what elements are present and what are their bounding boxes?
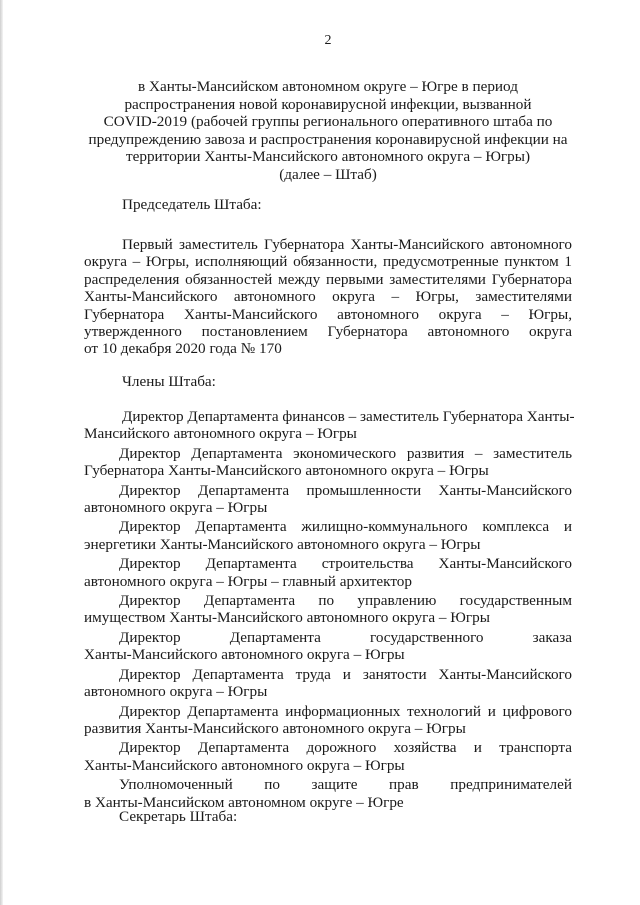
member-line-1: Директор Департамента государственного заказа (119, 628, 572, 646)
member-line-2: в Ханты-Мансийском автономном округе – Югре (84, 793, 404, 811)
chairman-line: распределения обязанностей между первыми заместителями Губернатора (84, 270, 572, 288)
member-item (84, 703, 572, 738)
chairman-line: округа – Югры, исполняющий обязанности, предусмотренные пунктом 1 (84, 253, 572, 271)
title-line: (далее – Штаб) (279, 165, 377, 183)
member-line-2: автономного округа – Югры (84, 499, 268, 517)
member-item (84, 408, 575, 443)
chairman-line: от 10 декабря 2020 года № 170 (84, 340, 282, 358)
member-line-1: Директор Департамента информационных технологий и цифрового (119, 702, 572, 720)
member-line-1: Директор Департамента жилищно-коммунального комплекса и (119, 518, 572, 536)
title-line: COVID-2019 (рабочей группы регионального оперативного штаба по (103, 113, 553, 131)
member-item (84, 629, 572, 664)
member-line-1: Директор Департамента строительства Ханты-Мансийского (119, 555, 572, 573)
title-line: территории Ханты-Мансийского автономного округа – Югры) (125, 148, 531, 166)
member-item (84, 739, 572, 774)
members-heading: Члены Штаба: (122, 373, 216, 390)
member-item (84, 666, 572, 701)
member-line-2: энергетики Ханты-Мансийского автономного округа – Югры (84, 535, 481, 553)
member-line-2: развития Ханты-Мансийского автономного округа – Югры (84, 719, 466, 737)
chairman-description (84, 236, 572, 358)
secretary-heading: Секретарь Штаба: (119, 808, 238, 825)
member-item (84, 592, 572, 627)
member-line-1: Директор Департамента экономического развития – заместитель (119, 444, 572, 462)
member-line-1: Директор Департамента промышленности Ханты-Мансийского (119, 481, 572, 499)
member-item (84, 776, 572, 811)
member-item (84, 482, 572, 517)
member-line-1: Директор Департамента по управлению государственным (119, 592, 572, 610)
member-item (84, 555, 572, 590)
member-line-1: Директор Департамента дорожного хозяйства и транспорта (119, 739, 572, 757)
chairman-heading: Председатель Штаба: (122, 196, 262, 213)
chairman-line: Ханты-Мансийского автономного округа – Югры, заместителями (84, 288, 572, 306)
member-item (84, 445, 572, 480)
chairman-line: Губернатора Ханты-Мансийского автономного округа – Югры, (84, 305, 572, 323)
title-line: предупреждению завоза и распространения коронавирусной инфекции на (88, 130, 568, 148)
members-list (84, 408, 575, 811)
document-title (84, 78, 572, 184)
chairman-line: утвержденного постановлением Губернатора автономного округа (84, 323, 572, 341)
chairman-line: Первый заместитель Губернатора Ханты-Мансийского автономного (122, 236, 572, 253)
member-line-2: Мансийского автономного округа – Югры (84, 425, 357, 443)
scan-edge (0, 0, 3, 905)
member-line-2: Губернатора Ханты-Мансийского автономного округа – Югры (84, 462, 489, 480)
member-line-1: Уполномоченный по защите прав предпринимателей (119, 776, 572, 794)
member-line-2: имуществом Ханты-Мансийского автономного округа – Югры (84, 609, 490, 627)
member-line-2: автономного округа – Югры – главный архитектор (84, 572, 412, 590)
page-number: 2 (324, 33, 332, 48)
member-item (84, 518, 572, 553)
title-line: распространения новой коронавирусной инфекции, вызванной (124, 95, 532, 113)
member-line-2: Ханты-Мансийского автономного округа – Югры (84, 756, 405, 774)
member-line-1: Директор Департамента финансов – заместитель Губернатора Ханты- (122, 408, 575, 425)
member-line-1: Директор Департамента труда и занятости Ханты-Мансийского (119, 665, 572, 683)
title-line: в Ханты-Мансийском автономном округе – Югре в период (138, 78, 518, 95)
member-line-2: автономного округа – Югры (84, 683, 268, 701)
member-line-2: Ханты-Мансийского автономного округа – Югры (84, 646, 405, 664)
